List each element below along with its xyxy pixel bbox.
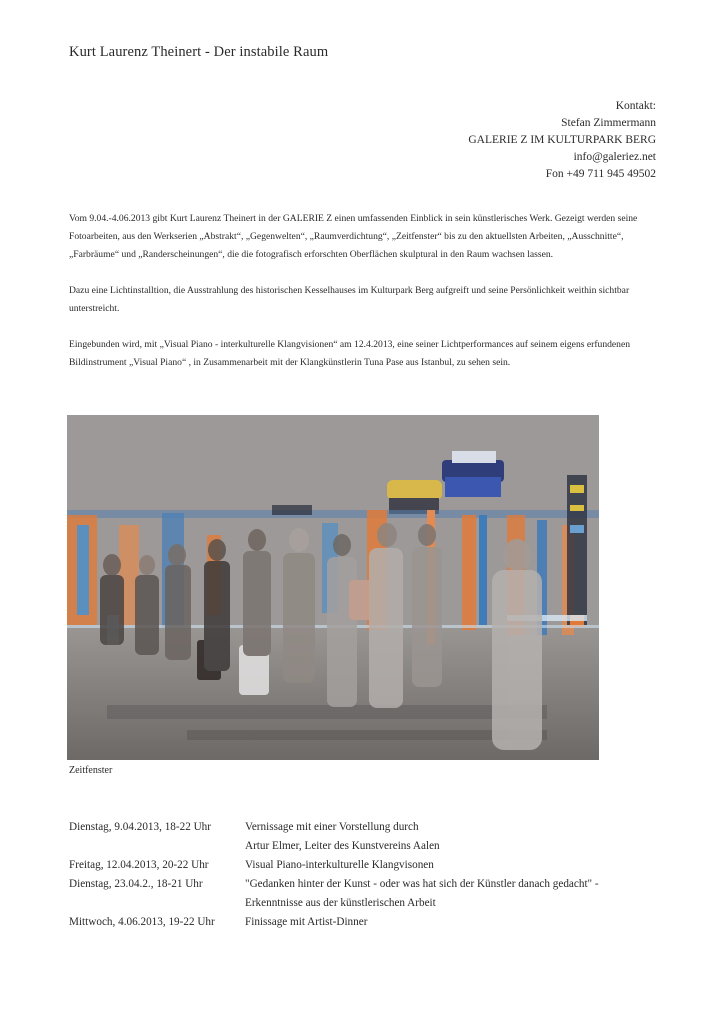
schedule-event-line: Finissage mit Artist-Dinner: [245, 916, 368, 928]
schedule-event-line: Artur Elmer, Leiter des Kunstvereins Aalen: [245, 840, 440, 852]
schedule-row: [69, 818, 655, 856]
contact-block: [468, 98, 656, 183]
schedule-date: Mittwoch, 4.06.2013, 19-22 Uhr: [69, 916, 215, 928]
artwork-illustration: [67, 415, 599, 760]
schedule-date: Dienstag, 23.04.2., 18-21 Uhr: [69, 878, 203, 890]
schedule-event: [245, 913, 655, 932]
schedule-event-line: "Gedanken hinter der Kunst - oder was hat sich der Künstler danach gedacht" -: [245, 878, 599, 890]
schedule-event: [245, 875, 655, 913]
body-text: [69, 210, 659, 390]
paragraph-intro: Vom 9.04.-4.06.2013 gibt Kurt Laurenz Theinert in der GALERIE Z einen umfassenden Einblick in sein künstlerisches Werk. Gezeigt werden seine Fotoarbeiten, aus den Werkserien „Abstrakt“, „Gegenwelten“, „Raumverdichtung“, „Zeitfenster“ bis zu den aktuellsten Arbeiten, „Ausschnitte“, „Farbräume“ und „Randerscheinungen“, die die fotografisch erforschten Oberflächen skulptural in den Raum wachsen lassen.: [69, 213, 638, 260]
contact-name: Stefan Zimmermann: [561, 117, 656, 129]
schedule-row: [69, 913, 655, 932]
schedule-event-line: Erkenntnisse aus der künstlerischen Arbeit: [245, 897, 436, 909]
artwork-image: [67, 415, 599, 760]
contact-label: Kontakt:: [615, 100, 656, 112]
schedule-row: [69, 875, 655, 913]
contact-phone: Fon +49 711 945 49502: [545, 168, 656, 180]
artwork-caption: Zeitfenster: [69, 765, 113, 776]
event-schedule: [69, 818, 655, 932]
contact-gallery: GALERIE Z IM KULTURPARK BERG: [468, 134, 656, 146]
paragraph-installation: Dazu eine Lichtinstalltion, die Ausstrahlung des historischen Kesselhauses im Kulturpark Berg aufgreift und seine Persönlichkeit weithin sichtbar unterstreicht.: [69, 285, 630, 314]
document-title: Kurt Laurenz Theinert - Der instabile Raum: [69, 44, 329, 60]
schedule-date: Dienstag, 9.04.2013, 18-22 Uhr: [69, 821, 212, 833]
schedule-event-line: Visual Piano-interkulturelle Klangvisonen: [245, 859, 434, 871]
paragraph-performance: Eingebunden wird, mit „Visual Piano - interkulturelle Klangvisionen“ am 12.4.2013, eine seiner Lichtperformances auf seinem eigens erfundenen Bildinstrument „Visual Piano“ , in Zusammenarbeit mit der Klangkünstlerin Tuna Pase aus Istanbul, zu sehen sein.: [69, 339, 631, 368]
schedule-date: Freitag, 12.04.2013, 20-22 Uhr: [69, 859, 209, 871]
schedule-row: [69, 856, 655, 875]
schedule-event: [245, 818, 655, 856]
schedule-event: [245, 856, 655, 875]
contact-email: info@galeriez.net: [573, 151, 656, 163]
schedule-event-line: Vernissage mit einer Vorstellung durch: [245, 821, 419, 833]
